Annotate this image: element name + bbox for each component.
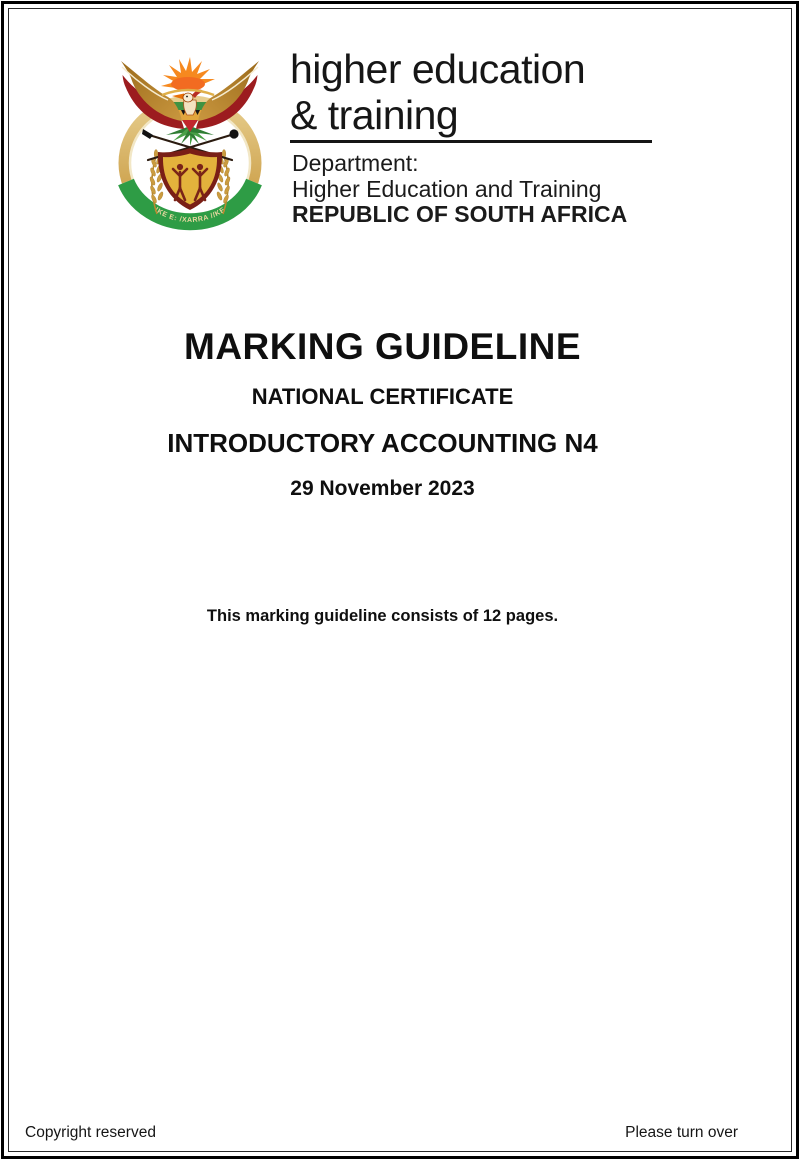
subject-title: INTRODUCTORY ACCOUNTING N4: [167, 428, 598, 458]
page-count-notice: This marking guideline consists of 12 pages.: [206, 607, 559, 625]
footer-turn-over: Please turn over: [625, 1124, 738, 1141]
page-footer: [25, 1124, 738, 1142]
footer-copyright: Copyright reserved: [25, 1124, 156, 1141]
sun-icon: [161, 57, 215, 95]
logo-divider-rule: [290, 140, 652, 143]
wordmark-line1: higher education: [290, 46, 586, 92]
department-label: Department:: [292, 150, 419, 176]
country-name: REPUBLIC OF SOUTH AFRICA: [292, 201, 628, 227]
certificate-title: NATIONAL CERTIFICATE: [251, 384, 514, 409]
department-name: Higher Education and Training: [292, 175, 602, 202]
logo-wordmark: [290, 46, 585, 138]
motto-text: !KE E: /XARRA //KE: [153, 206, 227, 225]
exam-date: 29 November 2023: [290, 477, 475, 500]
south-africa-coat-of-arms-icon: [110, 38, 270, 238]
department-block: [292, 151, 627, 228]
shield-icon: [158, 148, 222, 210]
document-title: MARKING GUIDELINE: [184, 326, 581, 367]
wordmark-line2: & training: [290, 92, 459, 138]
